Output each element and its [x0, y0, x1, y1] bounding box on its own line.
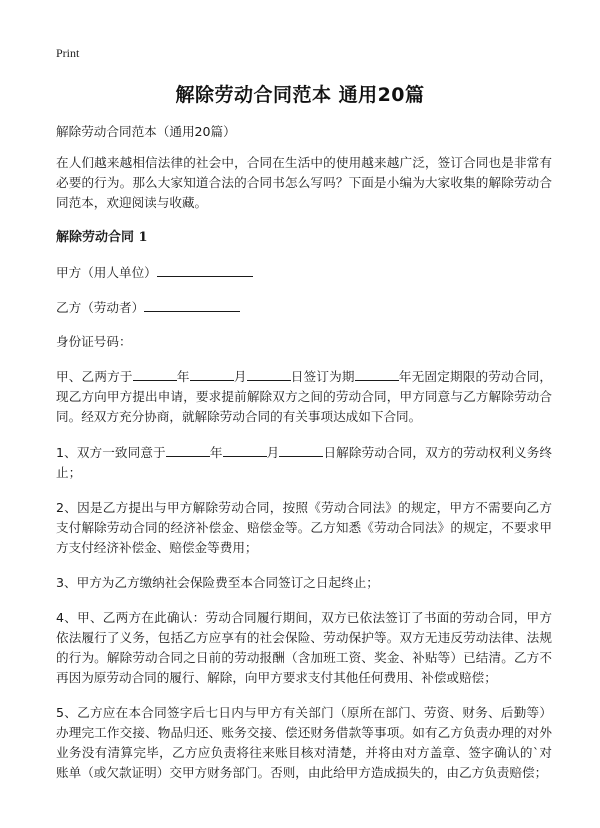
party-b-blank	[144, 297, 240, 312]
blank-year-2	[166, 442, 210, 457]
blank-month-2	[223, 442, 267, 457]
clause-2: 2、因是乙方提出与甲方解除劳动合同，按照《劳动合同法》的规定，甲方不需要向乙方支付解除劳动合同的经济补偿金、赔偿金等。乙方知悉《劳动合同法》的规定，不要求甲方支付经济补偿金、赔偿金等费用；	[56, 500, 552, 555]
clause-1-text-3: 月	[266, 445, 280, 460]
clause-3: 3、甲方为乙方缴纳社会保险费至本合同签订之日起终止；	[56, 575, 379, 590]
id-number-label: 身份证号码：	[56, 334, 132, 349]
document-title: 解除劳动合同范本 通用20篇	[175, 84, 425, 106]
party-b-label: 乙方（劳动者）	[56, 300, 145, 315]
party-b-row	[56, 297, 552, 318]
section-heading: 解除劳动合同 1	[56, 230, 148, 245]
blank-day-1	[247, 366, 291, 381]
party-a-row	[56, 262, 552, 283]
clause-4: 4、甲、乙两方在此确认：劳动合同履行期间，双方已依法签订了书面的劳动合同，甲方依法履行了义务，包括乙方应享有的社会保险、劳动保护等。双方无违反劳动法律、法规的行为。解除劳动合同之日前的劳动报酬（含加班工资、奖金、补贴等）已结清。乙方不再因为原劳动合同的履行、解除，向甲方要求支付其他任何费用、补偿或赔偿；	[56, 610, 552, 685]
document-body	[56, 122, 552, 798]
blank-month-1	[190, 366, 234, 381]
preamble-text-1: 甲、乙两方于	[56, 369, 133, 384]
preamble-text-4: 日签订为期	[290, 369, 355, 384]
clause-1-text-1: 1、双方一致同意于	[56, 445, 166, 460]
document-subtitle: 解除劳动合同范本（通用20篇）	[56, 124, 236, 139]
preamble-text-2: 年	[176, 369, 190, 384]
clause-1	[56, 442, 552, 483]
blank-year-1	[133, 366, 177, 381]
party-a-label: 甲方（用人单位）	[56, 265, 157, 280]
blank-term-years	[355, 366, 399, 381]
clause-1-text-4: 日解除劳动合同，双方的劳动权利义务终止；	[56, 445, 553, 480]
party-a-blank	[157, 262, 253, 277]
preamble-text-3: 月	[233, 369, 247, 384]
preamble-text-5: 年无固定期限的劳动合同，现乙方向甲方提出申请，要求提前解除双方之间的劳动合同，甲方同意与乙方解除劳动合同。经双方充分协商，就解除劳动合同的有关事项达成如下合同。	[56, 369, 553, 424]
print-link[interactable]: Print	[56, 46, 80, 60]
intro-paragraph: 在人们越来越相信法律的社会中，合同在生活中的使用越来越广泛，签订合同也是非常有必要的行为。那么大家知道合法的合同书怎么写吗？下面是小编为大家收集的解除劳动合同范本，欢迎阅读与收藏。	[56, 155, 552, 210]
blank-day-2	[279, 442, 323, 457]
contract-preamble	[56, 366, 552, 427]
id-number-row	[56, 332, 552, 352]
clause-5: 5、乙方应在本合同签字后七日内与甲方有关部门（原所在部门、劳资、财务、后勤等）办理完工作交接、物品归还、账务交接、偿还财务借款等事项。如有乙方负责办理的对外业务没有清算完毕，乙方应负责将往来账目核对清楚，并将由对方盖章、签字确认的`对账单（或欠款证明）交甲方财务部门。否则，由此给甲方造成损失的，由乙方负责赔偿；	[56, 705, 552, 780]
clause-1-text-2: 年	[209, 445, 223, 460]
